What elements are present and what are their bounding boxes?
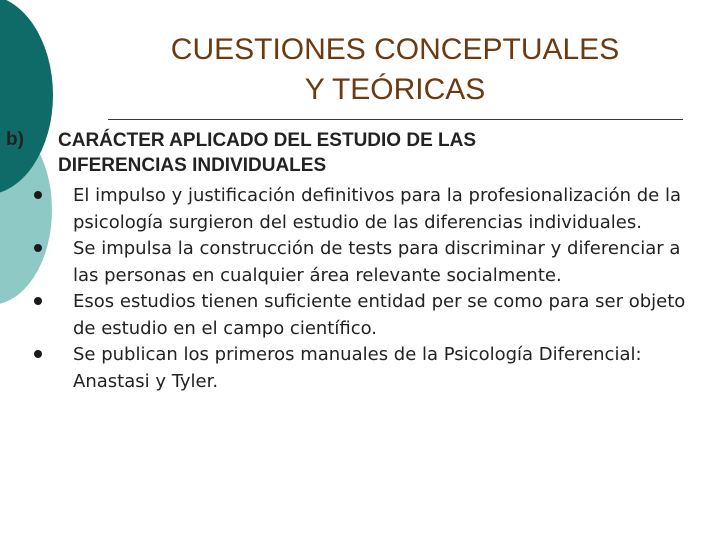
- bullet-item: [0, 183, 709, 236]
- dark-teal-circle: [0, 0, 53, 195]
- section-title-line-2: DIFERENCIAS INDIVIDUALES: [58, 155, 327, 176]
- title-line-1: CUESTIONES CONCEPTUALES: [170, 33, 620, 66]
- bullet-text: Esos estudios tienen suficiente entidad per se como para ser objeto de estudio en el campo científico.: [73, 291, 686, 339]
- bullet-dot-icon: [34, 297, 42, 305]
- bullet-text: Se publican los primeros manuales de la Psicología Diferencial: Anastasi y Tyler.: [73, 344, 642, 392]
- bullet-dot-icon: [34, 244, 42, 252]
- section-marker: b): [6, 129, 24, 150]
- bullet-text: Se impulsa la construcción de tests para discriminar y diferenciar a las personas en cualquier área relevante socialmente.: [73, 238, 681, 286]
- title-divider: [108, 119, 683, 120]
- bullet-item: [0, 342, 709, 395]
- bullet-text: El impulso y justificación definitivos para la profesionalización de la psicología surgieron del estudio de las diferencias individuales.: [73, 185, 681, 233]
- bullet-dot-icon: [34, 191, 42, 199]
- section-title-line-1: CARÁCTER APLICADO DEL ESTUDIO DE LAS: [58, 130, 477, 151]
- title-line-2: Y TEÓRICAS: [304, 73, 486, 106]
- bullet-item: [0, 289, 709, 342]
- bullet-dot-icon: [34, 350, 42, 358]
- bullet-item: [0, 236, 709, 289]
- bullet-list: [0, 183, 720, 395]
- section-title: [58, 128, 678, 178]
- slide-title: [110, 30, 680, 110]
